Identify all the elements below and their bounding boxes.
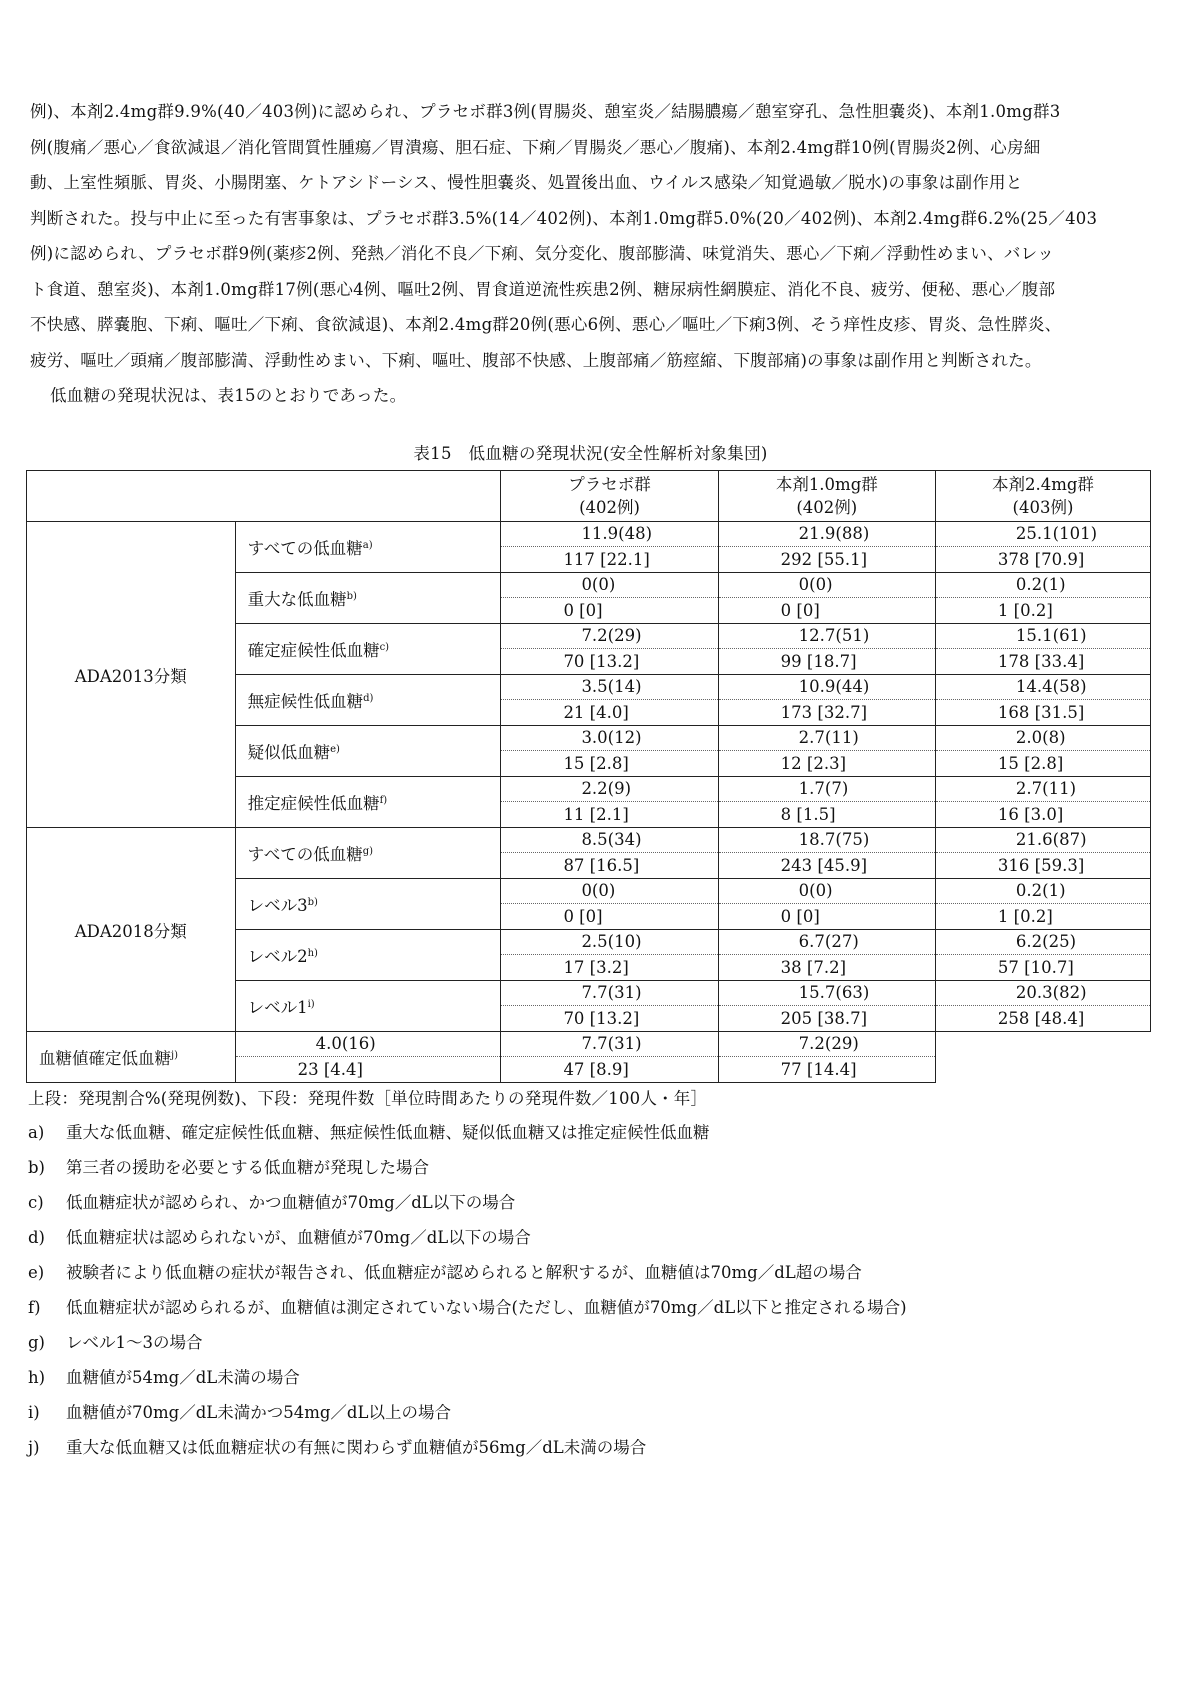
value-cell	[718, 573, 935, 624]
incidence-rate: 7.7(31)	[581, 983, 642, 1002]
value-top	[501, 981, 717, 1006]
value-top	[719, 777, 935, 802]
row-label	[235, 573, 501, 624]
table-row	[27, 828, 1151, 879]
footnote-list	[28, 1121, 1148, 1471]
column-header-n: (402例)	[796, 498, 858, 517]
value-top	[936, 930, 1150, 955]
footnote-text: 低血糖症状が認められるが、血糖値は測定されていない場合(ただし、血糖値が70mg／dL以下と推定される場合)	[66, 1298, 907, 1317]
value-cell	[935, 522, 1150, 573]
row-label-text: すべての低血糖	[247, 539, 363, 558]
value-bottom	[501, 904, 717, 929]
incidence-rate: 6.2(25)	[1015, 932, 1077, 951]
value-cell	[935, 777, 1150, 828]
value-bottom	[936, 853, 1150, 878]
incidence-rate: 4.0(16)	[315, 1034, 376, 1053]
incidence-rate: 21.6(87)	[1015, 830, 1087, 849]
event-count: 47 [8.9]	[563, 1060, 629, 1079]
event-count: 23 [4.4]	[297, 1060, 363, 1079]
incidence-rate: 10.9(44)	[798, 677, 870, 696]
paragraph-line: ト食道、憩室炎)、本剤1.0mg群17例(悪心4例、嘔吐2例、胃食道逆流性疾患2例、糖尿病性網膜症、消化不良、疲労、便秘、悪心／腹部	[30, 279, 1056, 299]
value-cell	[718, 522, 935, 573]
footnote	[28, 1226, 1148, 1261]
value-cell	[935, 726, 1150, 777]
footnote	[28, 1156, 1148, 1191]
event-count: 77 [14.4]	[780, 1060, 857, 1079]
event-count: 70 [13.2]	[563, 652, 640, 671]
value-cell	[935, 675, 1150, 726]
incidence-rate: 2.7(11)	[798, 728, 859, 747]
event-count: 57 [10.7]	[997, 958, 1074, 977]
event-count: 16 [3.0]	[997, 805, 1064, 824]
value-bottom	[501, 853, 717, 878]
value-cell	[935, 624, 1150, 675]
value-bottom	[501, 598, 717, 623]
value-top	[936, 981, 1150, 1006]
value-bottom	[501, 802, 717, 827]
event-count: 70 [13.2]	[563, 1009, 640, 1028]
paragraph-line: 不快感、膵嚢胞、下痢、嘔吐／下痢、食欲減退)、本剤2.4mg群20例(悪心6例、悪心／嘔吐／下痢3例、そう痒性皮疹、胃炎、急性膵炎、	[30, 315, 1062, 334]
event-count: 258 [48.4]	[997, 1009, 1085, 1028]
footnote-ref: g)	[362, 846, 374, 857]
value-bottom	[719, 649, 935, 674]
value-cell	[718, 675, 935, 726]
event-count: 0 [0]	[563, 907, 603, 926]
incidence-rate: 21.9(88)	[798, 524, 870, 543]
value-cell	[718, 777, 935, 828]
footnote	[28, 1191, 1148, 1226]
event-count: 11 [2.1]	[563, 805, 629, 824]
event-count: 316 [59.3]	[997, 856, 1085, 875]
event-count: 8 [1.5]	[780, 805, 836, 824]
footnote	[28, 1366, 1148, 1401]
value-cell	[501, 624, 718, 675]
footnote-text: 血糖値が54mg／dL未満の場合	[66, 1368, 300, 1387]
value-bottom	[936, 1006, 1150, 1031]
row-label-text: 重大な低血糖	[247, 590, 347, 609]
value-cell	[718, 981, 935, 1032]
incidence-rate: 11.9(48)	[581, 524, 653, 543]
value-bottom	[936, 751, 1150, 776]
column-header	[718, 471, 935, 522]
footnote-key: e)	[28, 1263, 45, 1282]
paragraph-line: 疲労、嘔吐／頭痛／腹部膨満、浮動性めまい、下痢、嘔吐、腹部不快感、上腹部痛／筋痙縮、下腹部痛)の事象は副作用と判断された。	[30, 350, 1042, 370]
incidence-rate: 14.4(58)	[1015, 677, 1087, 696]
row-label	[235, 624, 501, 675]
value-top	[501, 573, 717, 598]
footnote-key: a)	[28, 1123, 45, 1142]
footnote-key: b)	[28, 1158, 45, 1177]
row-label-text: 確定症候性低血糖	[247, 641, 380, 660]
incidence-rate: 15.7(63)	[798, 983, 870, 1002]
footnote	[28, 1296, 1148, 1331]
paragraph-line: 例)、本剤2.4mg群9.9%(40／403例)に認められ、プラセボ群3例(胃腸炎、憩室炎／結腸膿瘍／憩室穿孔、急性胆嚢炎)、本剤1.0mg群3	[30, 102, 1061, 121]
column-header-name: プラセボ群	[568, 475, 651, 494]
footnote	[28, 1401, 1148, 1436]
value-cell	[935, 981, 1150, 1032]
event-count: 117 [22.1]	[563, 550, 650, 569]
value-top	[936, 522, 1150, 547]
table-notes	[28, 1087, 1148, 1471]
footnote-key: i)	[28, 1403, 40, 1422]
event-count: 1 [0.2]	[997, 907, 1053, 926]
header-corner	[27, 471, 501, 522]
incidence-rate: 8.5(34)	[581, 830, 642, 849]
row-label-text: 血糖値確定低血糖	[39, 1049, 171, 1068]
footnote-text: 被験者により低血糖の症状が報告され、低血糖症が認められると解釈するが、血糖値は70mg／dL超の場合	[66, 1263, 862, 1282]
value-top	[936, 726, 1150, 751]
value-top	[719, 726, 935, 751]
incidence-rate: 0(0)	[798, 575, 833, 594]
value-cell	[501, 573, 718, 624]
hypoglycemia-table	[26, 470, 1151, 1083]
value-top	[501, 879, 717, 904]
value-cell	[501, 777, 718, 828]
footnote-text: 重大な低血糖、確定症候性低血糖、無症候性低血糖、疑似低血糖又は推定症候性低血糖	[66, 1123, 710, 1142]
row-label-text: すべての低血糖	[247, 845, 363, 864]
value-top	[936, 624, 1150, 649]
incidence-rate: 20.3(82)	[1015, 983, 1087, 1002]
event-count: 243 [45.9]	[780, 856, 868, 875]
footnote-text: 第三者の援助を必要とする低血糖が発現した場合	[66, 1158, 429, 1177]
value-top	[501, 522, 717, 547]
incidence-rate: 15.1(61)	[1015, 626, 1087, 645]
incidence-rate: 2.0(8)	[1015, 728, 1066, 747]
event-count: 15 [2.8]	[997, 754, 1064, 773]
row-label-text: レベル2	[247, 947, 308, 966]
value-cell	[718, 726, 935, 777]
value-bottom	[936, 649, 1150, 674]
footnote-text: 低血糖症状が認められ、かつ血糖値が70mg／dL以下の場合	[66, 1193, 516, 1212]
value-bottom	[719, 802, 935, 827]
incidence-rate: 1.7(7)	[798, 779, 849, 798]
footnote-text: レベル1～3の場合	[66, 1333, 203, 1352]
footnote-key: d)	[28, 1228, 45, 1247]
row-label	[235, 981, 501, 1032]
footnote-key: h)	[28, 1368, 46, 1387]
value-cell	[935, 879, 1150, 930]
value-top	[719, 879, 935, 904]
footnote-text: 血糖値が70mg／dL未満かつ54mg／dL以上の場合	[66, 1403, 451, 1422]
table-title: 表15 低血糖の発現状況(安全性解析対象集団)	[413, 444, 768, 463]
row-label-text: レベル1	[247, 998, 308, 1017]
incidence-rate: 0(0)	[581, 881, 616, 900]
incidence-rate: 3.5(14)	[581, 677, 642, 696]
row-label-text: レベル3	[247, 896, 308, 915]
value-bottom	[719, 751, 935, 776]
value-cell	[718, 879, 935, 930]
event-count: 173 [32.7]	[780, 703, 868, 722]
column-header-name: 本剤1.0mg群	[775, 475, 878, 494]
footnote	[28, 1436, 1148, 1471]
value-bottom	[501, 700, 717, 725]
event-count: 17 [3.2]	[563, 958, 629, 977]
incidence-rate: 7.2(29)	[798, 1034, 859, 1053]
value-top	[719, 930, 935, 955]
footnote-ref: b)	[346, 591, 357, 602]
event-count: 99 [18.7]	[780, 652, 857, 671]
footnote-ref: e)	[330, 744, 340, 755]
event-count: 178 [33.4]	[997, 652, 1085, 671]
value-top	[236, 1032, 501, 1057]
paragraph-line: 例)に認められ、プラセボ群9例(薬疹2例、発熱／消化不良／下痢、気分変化、腹部膨満、味覚消失、悪心／下痢／浮動性めまい、バレッ	[30, 244, 1054, 263]
value-top	[719, 573, 935, 598]
footnote-key: c)	[28, 1193, 44, 1212]
table-row	[27, 522, 1151, 573]
value-bottom	[719, 1006, 935, 1031]
value-cell	[501, 522, 718, 573]
value-top	[719, 624, 935, 649]
value-cell	[501, 879, 718, 930]
footnote-ref: c)	[379, 642, 390, 653]
row-label	[235, 828, 501, 879]
footnote-key: f)	[28, 1298, 41, 1317]
value-bottom	[236, 1057, 501, 1082]
footnote-text: 低血糖症状は認められないが、血糖値が70mg／dL以下の場合	[66, 1228, 531, 1247]
value-cell	[718, 1032, 935, 1083]
value-top	[501, 624, 717, 649]
footnote-ref: d)	[363, 693, 374, 704]
value-bottom	[719, 1057, 935, 1082]
value-cell	[718, 930, 935, 981]
value-cell	[501, 981, 718, 1032]
value-top	[501, 726, 717, 751]
row-label-text: 推定症候性低血糖	[247, 794, 380, 813]
incidence-rate: 0.2(1)	[1015, 575, 1066, 594]
incidence-rate: 2.7(11)	[1015, 779, 1077, 798]
footnote-text: 重大な低血糖又は低血糖症状の有無に関わらず血糖値が56mg／dL未満の場合	[66, 1438, 647, 1457]
paragraph-line: 判断された。投与中止に至った有害事象は、プラセボ群3.5%(14／402例)、本剤1.0mg群5.0%(20／402例)、本剤2.4mg群6.2%(25／403	[30, 208, 1098, 228]
event-count: 38 [7.2]	[780, 958, 847, 977]
incidence-rate: 2.5(10)	[581, 932, 642, 951]
value-cell	[501, 828, 718, 879]
event-count: 0 [0]	[780, 907, 820, 926]
footnote-ref: b)	[307, 897, 318, 908]
value-top	[719, 522, 935, 547]
value-bottom	[501, 547, 717, 572]
event-count: 378 [70.9]	[997, 550, 1085, 569]
paragraph-line: 例(腹痛／悪心／食欲減退／消化管間質性腫瘍／胃潰瘍、胆石症、下痢／胃腸炎／悪心／腹痛)、本剤2.4mg群10例(胃腸炎2例、心房細	[30, 137, 1041, 157]
value-bottom	[936, 547, 1150, 572]
value-top	[501, 675, 717, 700]
value-top	[719, 1032, 935, 1057]
value-bottom	[501, 751, 717, 776]
value-top	[936, 573, 1150, 598]
column-header-n: (402例)	[579, 498, 640, 517]
value-bottom	[936, 955, 1150, 980]
incidence-rate: 2.2(9)	[581, 779, 632, 798]
paragraph-line: 低血糖の発現状況は、表15のとおりであった。	[50, 386, 407, 405]
value-bottom	[501, 955, 717, 980]
event-count: 168 [31.5]	[997, 703, 1085, 722]
value-top	[501, 777, 717, 802]
event-count: 1 [0.2]	[997, 601, 1053, 620]
incidence-rate: 18.7(75)	[798, 830, 870, 849]
value-top	[719, 828, 935, 853]
value-cell	[501, 675, 718, 726]
incidence-rate: 25.1(101)	[1015, 524, 1098, 543]
column-header-n: (403例)	[1012, 498, 1074, 517]
incidence-rate: 3.0(12)	[581, 728, 642, 747]
row-label	[235, 777, 501, 828]
value-top	[936, 675, 1150, 700]
footnote	[28, 1331, 1148, 1366]
table-row	[27, 1032, 1151, 1083]
incidence-rate: 6.7(27)	[798, 932, 859, 951]
incidence-rate: 7.2(29)	[581, 626, 642, 645]
value-bottom	[719, 700, 935, 725]
footnote-key: j)	[28, 1438, 40, 1457]
column-header	[501, 471, 718, 522]
value-top	[936, 828, 1150, 853]
value-cell	[235, 1032, 501, 1083]
value-bottom	[719, 904, 935, 929]
value-cell	[501, 1032, 718, 1083]
event-count: 15 [2.8]	[563, 754, 629, 773]
paragraph-line: 動、上室性頻脈、胃炎、小腸閉塞、ケトアシドーシス、慢性胆嚢炎、処置後出血、ウイルス感染／知覚過敏／脱水)の事象は副作用と	[30, 173, 1023, 192]
column-header-name: 本剤2.4mg群	[991, 475, 1094, 494]
value-cell	[501, 930, 718, 981]
incidence-rate: 0(0)	[581, 575, 616, 594]
event-count: 21 [4.0]	[563, 703, 629, 722]
column-header	[935, 471, 1150, 522]
value-cell	[935, 828, 1150, 879]
group-label: ADA2013分類	[27, 522, 236, 828]
value-bottom	[719, 955, 935, 980]
value-cell	[935, 930, 1150, 981]
incidence-rate: 12.7(51)	[798, 626, 870, 645]
incidence-rate: 0(0)	[798, 881, 833, 900]
value-cell	[501, 726, 718, 777]
incidence-rate: 7.7(31)	[581, 1034, 642, 1053]
value-cell	[718, 624, 935, 675]
value-top	[501, 930, 717, 955]
footnote	[28, 1121, 1148, 1156]
event-count: 292 [55.1]	[780, 550, 868, 569]
row-label	[235, 675, 501, 726]
value-top	[936, 777, 1150, 802]
footnote-ref: j)	[171, 1050, 179, 1061]
body-paragraph	[30, 94, 1152, 414]
value-top	[501, 1032, 717, 1057]
value-bottom	[501, 1006, 717, 1031]
event-count: 0 [0]	[563, 601, 603, 620]
value-top	[719, 981, 935, 1006]
footnote-ref: a)	[362, 540, 373, 551]
value-bottom	[501, 649, 717, 674]
value-bottom	[719, 853, 935, 878]
row-label	[235, 930, 501, 981]
value-top	[936, 879, 1150, 904]
value-bottom	[719, 547, 935, 572]
row-label	[235, 726, 501, 777]
footnote-ref: h)	[307, 948, 318, 959]
value-bottom	[936, 598, 1150, 623]
footnote-ref: i)	[307, 999, 315, 1010]
table-header-row	[27, 471, 1151, 522]
value-bottom	[501, 1057, 717, 1082]
event-count: 0 [0]	[780, 601, 820, 620]
value-bottom	[936, 700, 1150, 725]
row-label	[27, 1032, 236, 1083]
value-cell	[935, 573, 1150, 624]
value-top	[719, 675, 935, 700]
value-bottom	[719, 598, 935, 623]
row-label	[235, 879, 501, 930]
event-count: 87 [16.5]	[563, 856, 640, 875]
table-legend: 上段：発現割合%(発現例数)、下段：発現件数［単位時間あたりの発現件数／100人・年］	[28, 1089, 708, 1108]
group-label: ADA2018分類	[27, 828, 236, 1032]
footnote	[28, 1261, 1148, 1296]
value-top	[501, 828, 717, 853]
row-label-text: 疑似低血糖	[247, 743, 331, 762]
row-label	[235, 522, 501, 573]
value-bottom	[936, 802, 1150, 827]
value-cell	[718, 828, 935, 879]
value-bottom	[936, 904, 1150, 929]
incidence-rate: 0.2(1)	[1015, 881, 1066, 900]
footnote-key: g)	[28, 1333, 45, 1352]
footnote-ref: f)	[379, 795, 388, 806]
row-label-text: 無症候性低血糖	[247, 692, 364, 711]
event-count: 12 [2.3]	[780, 754, 847, 773]
event-count: 205 [38.7]	[780, 1009, 868, 1028]
